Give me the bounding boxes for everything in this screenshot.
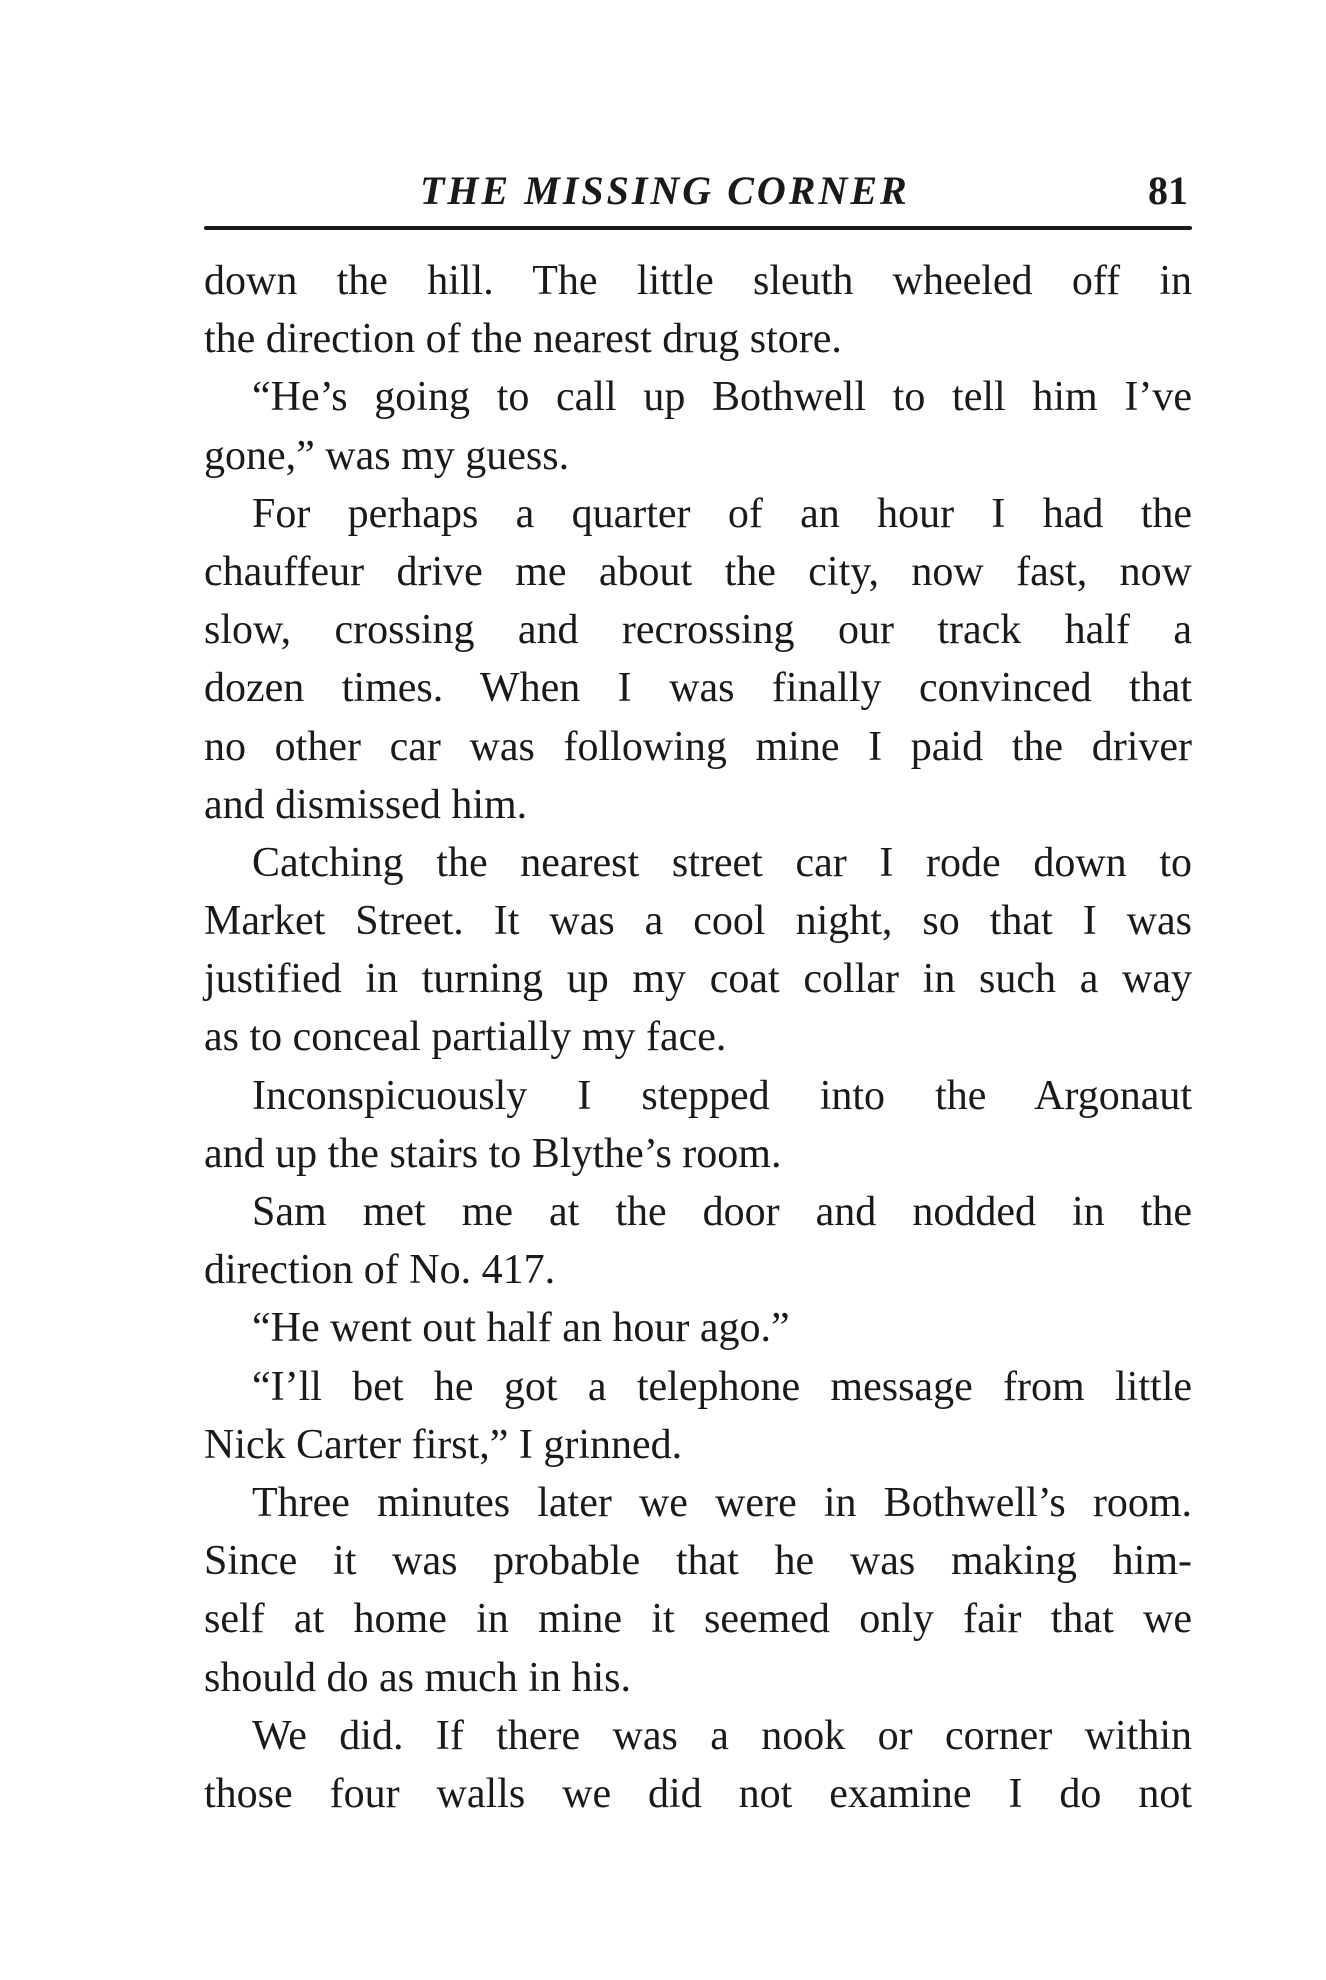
text-line: down the hill. The little sleuth wheeled off in bbox=[204, 258, 1192, 304]
text-line: For perhaps a quarter of an hour I had the bbox=[252, 490, 1192, 537]
text-line: Nick Carter first,” I grinned. bbox=[204, 1421, 683, 1468]
text-line: Sam met me at the door and nodded in the bbox=[252, 1189, 1192, 1235]
text-line: Market Street. It was a cool night, so that I was bbox=[204, 898, 1192, 945]
text-line: should do as much in his. bbox=[204, 1654, 631, 1701]
text-line: gone,” was my guess. bbox=[204, 432, 570, 479]
text-line: Three minutes later we were in Bothwell’s room. bbox=[252, 1479, 1192, 1526]
text-line: chauffeur drive me about the city, now fast, now bbox=[204, 548, 1192, 595]
text-line: dozen times. When I was finally convinced that bbox=[204, 665, 1192, 712]
text-line: those four walls we did not examine I do not bbox=[204, 1770, 1192, 1817]
text-line: Inconspicuously I stepped into the Argonaut bbox=[252, 1072, 1192, 1119]
text-line: “He went out half an hour ago.” bbox=[252, 1305, 790, 1352]
text-line: direction of No. 417. bbox=[204, 1247, 556, 1294]
text-line: Catching the nearest street car I rode down to bbox=[252, 839, 1192, 886]
text-line: slow, crossing and recrossing our track half a bbox=[204, 607, 1192, 654]
body-text bbox=[204, 252, 1192, 1823]
running-title: THE MISSING CORNER bbox=[420, 168, 910, 213]
header-rule bbox=[204, 226, 1192, 230]
text-line: the direction of the nearest drug store. bbox=[204, 316, 842, 363]
text-line: “He’s going to call up Bothwell to tell him I’ve bbox=[252, 374, 1192, 421]
text-line: We did. If there was a nook or corner within bbox=[252, 1712, 1192, 1759]
text-line: no other car was following mine I paid the driver bbox=[204, 723, 1192, 770]
text-line: and dismissed him. bbox=[204, 781, 528, 828]
page-number: 81 bbox=[1148, 168, 1188, 213]
text-line: self at home in mine it seemed only fair that we bbox=[204, 1596, 1192, 1643]
text-line: Since it was probable that he was making him- bbox=[204, 1538, 1192, 1585]
text-line: “I’ll bet he got a telephone message from little bbox=[252, 1363, 1192, 1410]
text-line: as to conceal partially my face. bbox=[204, 1014, 727, 1061]
page-header bbox=[204, 166, 1192, 226]
text-line: and up the stairs to Blythe’s room. bbox=[204, 1130, 782, 1177]
text-line: justified in turning up my coat collar in such a way bbox=[204, 956, 1192, 1003]
